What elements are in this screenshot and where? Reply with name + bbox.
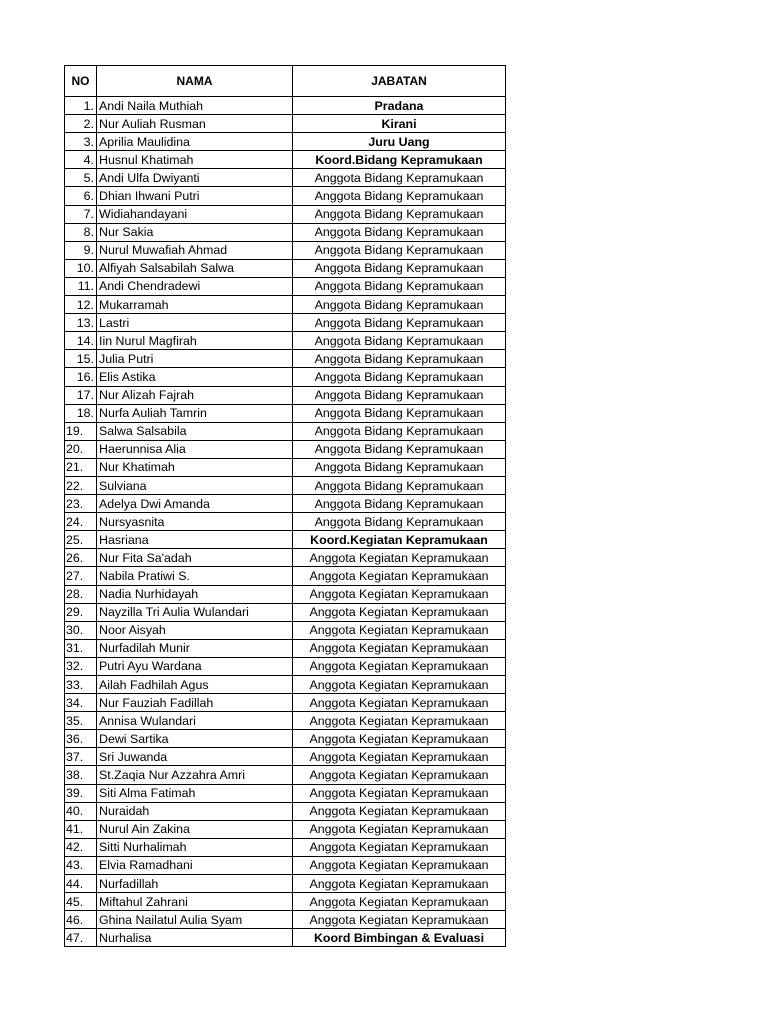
table-row — [65, 875, 506, 893]
member-position: Anggota Bidang Kepramukaan — [293, 332, 506, 350]
row-number: 45. — [65, 893, 97, 911]
table-row — [65, 386, 506, 404]
member-position: Anggota Kegiatan Kepramukaan — [293, 730, 506, 748]
row-number: 12. — [65, 296, 97, 314]
member-name: Nabila Pratiwi S. — [97, 567, 293, 585]
member-position: Anggota Bidang Kepramukaan — [293, 422, 506, 440]
member-name: Miftahul Zahrani — [97, 893, 293, 911]
table-row — [65, 458, 506, 476]
member-position: Anggota Bidang Kepramukaan — [293, 350, 506, 368]
row-number: 46. — [65, 911, 97, 929]
row-number: 41. — [65, 820, 97, 838]
member-name: Siti Alma Fatimah — [97, 784, 293, 802]
table-row — [65, 259, 506, 277]
row-number: 40. — [65, 802, 97, 820]
table-row — [65, 567, 506, 585]
row-number: 34. — [65, 694, 97, 712]
table-row — [65, 603, 506, 621]
row-number: 9. — [65, 241, 97, 259]
row-number: 37. — [65, 748, 97, 766]
member-position: Anggota Bidang Kepramukaan — [293, 404, 506, 422]
row-number: 31. — [65, 639, 97, 657]
member-name: Annisa Wulandari — [97, 712, 293, 730]
table-row — [65, 585, 506, 603]
table-row — [65, 133, 506, 151]
header-row — [65, 66, 506, 97]
member-name: St.Zaqia Nur Azzahra Amri — [97, 766, 293, 784]
table-row — [65, 802, 506, 820]
table-row — [65, 929, 506, 947]
member-position: Anggota Bidang Kepramukaan — [293, 259, 506, 277]
table-row — [65, 856, 506, 874]
member-position: Anggota Kegiatan Kepramukaan — [293, 748, 506, 766]
member-name: Aprilia Maulidina — [97, 133, 293, 151]
member-position: Anggota Kegiatan Kepramukaan — [293, 694, 506, 712]
row-number: 2. — [65, 115, 97, 133]
member-position: Anggota Kegiatan Kepramukaan — [293, 784, 506, 802]
member-position: Anggota Bidang Kepramukaan — [293, 495, 506, 513]
member-name: Husnul Khatimah — [97, 151, 293, 169]
member-name: Widiahandayani — [97, 205, 293, 223]
member-position: Anggota Kegiatan Kepramukaan — [293, 639, 506, 657]
row-number: 5. — [65, 169, 97, 187]
member-name: Andi Chendradewi — [97, 277, 293, 295]
table-row — [65, 169, 506, 187]
table-row — [65, 676, 506, 694]
member-name: Elis Astika — [97, 368, 293, 386]
row-number: 4. — [65, 151, 97, 169]
member-name: Nur Sakia — [97, 223, 293, 241]
member-position: Anggota Kegiatan Kepramukaan — [293, 893, 506, 911]
row-number: 26. — [65, 549, 97, 567]
member-name: Adelya Dwi Amanda — [97, 495, 293, 513]
member-name: Nur Fita Sa'adah — [97, 549, 293, 567]
member-position: Anggota Kegiatan Kepramukaan — [293, 676, 506, 694]
member-position: Anggota Bidang Kepramukaan — [293, 187, 506, 205]
member-name: Nuraidah — [97, 802, 293, 820]
member-name: Nurfa Auliah Tamrin — [97, 404, 293, 422]
table-row — [65, 97, 506, 115]
table-row — [65, 549, 506, 567]
row-number: 35. — [65, 712, 97, 730]
member-name: Nur Alizah Fajrah — [97, 386, 293, 404]
member-position: Anggota Bidang Kepramukaan — [293, 314, 506, 332]
table-row — [65, 639, 506, 657]
member-position: Anggota Bidang Kepramukaan — [293, 458, 506, 476]
member-name: Julia Putri — [97, 350, 293, 368]
member-position: Anggota Kegiatan Kepramukaan — [293, 856, 506, 874]
row-number: 44. — [65, 875, 97, 893]
table-row — [65, 314, 506, 332]
table-row — [65, 241, 506, 259]
member-name: Nayzilla Tri Aulia Wulandari — [97, 603, 293, 621]
member-position: Anggota Kegiatan Kepramukaan — [293, 838, 506, 856]
row-number: 20. — [65, 440, 97, 458]
table-row — [65, 404, 506, 422]
member-name: Nurfadilah Munir — [97, 639, 293, 657]
member-position: Anggota Kegiatan Kepramukaan — [293, 567, 506, 585]
member-name: Noor Aisyah — [97, 621, 293, 639]
header-no: NO — [65, 66, 97, 97]
table-row — [65, 694, 506, 712]
table-row — [65, 440, 506, 458]
member-position: Anggota Kegiatan Kepramukaan — [293, 657, 506, 675]
table-row — [65, 911, 506, 929]
member-name: Lastri — [97, 314, 293, 332]
member-name: Nadia Nurhidayah — [97, 585, 293, 603]
row-number: 21. — [65, 458, 97, 476]
table-row — [65, 476, 506, 494]
row-number: 1. — [65, 97, 97, 115]
member-position: Anggota Bidang Kepramukaan — [293, 169, 506, 187]
member-name: Alfiyah Salsabilah Salwa — [97, 259, 293, 277]
member-name: Sri Juwanda — [97, 748, 293, 766]
member-position: Koord.Bidang Kepramukaan — [293, 151, 506, 169]
member-position: Anggota Kegiatan Kepramukaan — [293, 603, 506, 621]
table-row — [65, 296, 506, 314]
row-number: 16. — [65, 368, 97, 386]
table-row — [65, 223, 506, 241]
table-row — [65, 151, 506, 169]
table-row — [65, 187, 506, 205]
row-number: 13. — [65, 314, 97, 332]
member-name: Ailah Fadhilah Agus — [97, 676, 293, 694]
member-position: Anggota Kegiatan Kepramukaan — [293, 820, 506, 838]
member-position: Anggota Bidang Kepramukaan — [293, 368, 506, 386]
member-name: Nurul Muwafiah Ahmad — [97, 241, 293, 259]
member-position: Koord.Kegiatan Kepramukaan — [293, 531, 506, 549]
row-number: 15. — [65, 350, 97, 368]
row-number: 8. — [65, 223, 97, 241]
table-row — [65, 115, 506, 133]
member-position: Anggota Kegiatan Kepramukaan — [293, 766, 506, 784]
row-number: 17. — [65, 386, 97, 404]
table-row — [65, 784, 506, 802]
row-number: 28. — [65, 585, 97, 603]
row-number: 18. — [65, 404, 97, 422]
member-name: Salwa Salsabila — [97, 422, 293, 440]
table-row — [65, 748, 506, 766]
member-position: Anggota Bidang Kepramukaan — [293, 205, 506, 223]
row-number: 29. — [65, 603, 97, 621]
row-number: 39. — [65, 784, 97, 802]
member-position: Anggota Bidang Kepramukaan — [293, 277, 506, 295]
row-number: 25. — [65, 531, 97, 549]
member-position: Anggota Bidang Kepramukaan — [293, 241, 506, 259]
member-name: Ghina Nailatul Aulia Syam — [97, 911, 293, 929]
member-name: Dewi Sartika — [97, 730, 293, 748]
member-position: Anggota Kegiatan Kepramukaan — [293, 549, 506, 567]
member-position: Anggota Bidang Kepramukaan — [293, 513, 506, 531]
row-number: 38. — [65, 766, 97, 784]
member-name: Nurfadillah — [97, 875, 293, 893]
member-position: Juru Uang — [293, 133, 506, 151]
row-number: 10. — [65, 259, 97, 277]
member-position: Anggota Kegiatan Kepramukaan — [293, 585, 506, 603]
roster-body — [65, 97, 506, 947]
table-row — [65, 368, 506, 386]
row-number: 6. — [65, 187, 97, 205]
table-row — [65, 531, 506, 549]
member-position: Anggota Kegiatan Kepramukaan — [293, 911, 506, 929]
table-row — [65, 277, 506, 295]
member-name: Hasriana — [97, 531, 293, 549]
table-row — [65, 422, 506, 440]
row-number: 42. — [65, 838, 97, 856]
table-row — [65, 730, 506, 748]
member-position: Anggota Bidang Kepramukaan — [293, 223, 506, 241]
row-number: 3. — [65, 133, 97, 151]
row-number: 36. — [65, 730, 97, 748]
table-row — [65, 657, 506, 675]
member-name: Nurhalisa — [97, 929, 293, 947]
member-name: Haerunnisa Alia — [97, 440, 293, 458]
row-number: 22. — [65, 476, 97, 494]
row-number: 32. — [65, 657, 97, 675]
table-row — [65, 621, 506, 639]
row-number: 43. — [65, 856, 97, 874]
member-name: Putri Ayu Wardana — [97, 657, 293, 675]
member-position: Kirani — [293, 115, 506, 133]
member-position: Koord Bimbingan & Evaluasi — [293, 929, 506, 947]
member-name: Nur Khatimah — [97, 458, 293, 476]
member-name: Sitti Nurhalimah — [97, 838, 293, 856]
row-number: 27. — [65, 567, 97, 585]
row-number: 19. — [65, 422, 97, 440]
row-number: 14. — [65, 332, 97, 350]
member-name: Andi Naila Muthiah — [97, 97, 293, 115]
header-jabatan: JABATAN — [293, 66, 506, 97]
table-row — [65, 838, 506, 856]
member-name: Elvia Ramadhani — [97, 856, 293, 874]
member-name: Mukarramah — [97, 296, 293, 314]
member-name: Dhian Ihwani Putri — [97, 187, 293, 205]
header-nama: NAMA — [97, 66, 293, 97]
member-name: Andi Ulfa Dwiyanti — [97, 169, 293, 187]
row-number: 11. — [65, 277, 97, 295]
member-position: Anggota Bidang Kepramukaan — [293, 296, 506, 314]
row-number: 7. — [65, 205, 97, 223]
member-position: Anggota Kegiatan Kepramukaan — [293, 712, 506, 730]
member-name: Nursyasnita — [97, 513, 293, 531]
member-position: Anggota Kegiatan Kepramukaan — [293, 875, 506, 893]
member-position: Anggota Kegiatan Kepramukaan — [293, 621, 506, 639]
member-position: Anggota Bidang Kepramukaan — [293, 476, 506, 494]
table-row — [65, 495, 506, 513]
table-row — [65, 712, 506, 730]
table-row — [65, 820, 506, 838]
member-name: Nurul Ain Zakina — [97, 820, 293, 838]
member-name: Iin Nurul Magfirah — [97, 332, 293, 350]
row-number: 30. — [65, 621, 97, 639]
member-position: Anggota Bidang Kepramukaan — [293, 386, 506, 404]
row-number: 24. — [65, 513, 97, 531]
roster-table — [64, 65, 506, 947]
member-name: Sulviana — [97, 476, 293, 494]
table-row — [65, 893, 506, 911]
table-row — [65, 205, 506, 223]
table-row — [65, 766, 506, 784]
row-number: 33. — [65, 676, 97, 694]
table-row — [65, 350, 506, 368]
member-position: Pradana — [293, 97, 506, 115]
member-name: Nur Auliah Rusman — [97, 115, 293, 133]
table-row — [65, 332, 506, 350]
member-name: Nur Fauziah Fadillah — [97, 694, 293, 712]
row-number: 23. — [65, 495, 97, 513]
table-row — [65, 513, 506, 531]
row-number: 47. — [65, 929, 97, 947]
member-position: Anggota Kegiatan Kepramukaan — [293, 802, 506, 820]
member-position: Anggota Bidang Kepramukaan — [293, 440, 506, 458]
